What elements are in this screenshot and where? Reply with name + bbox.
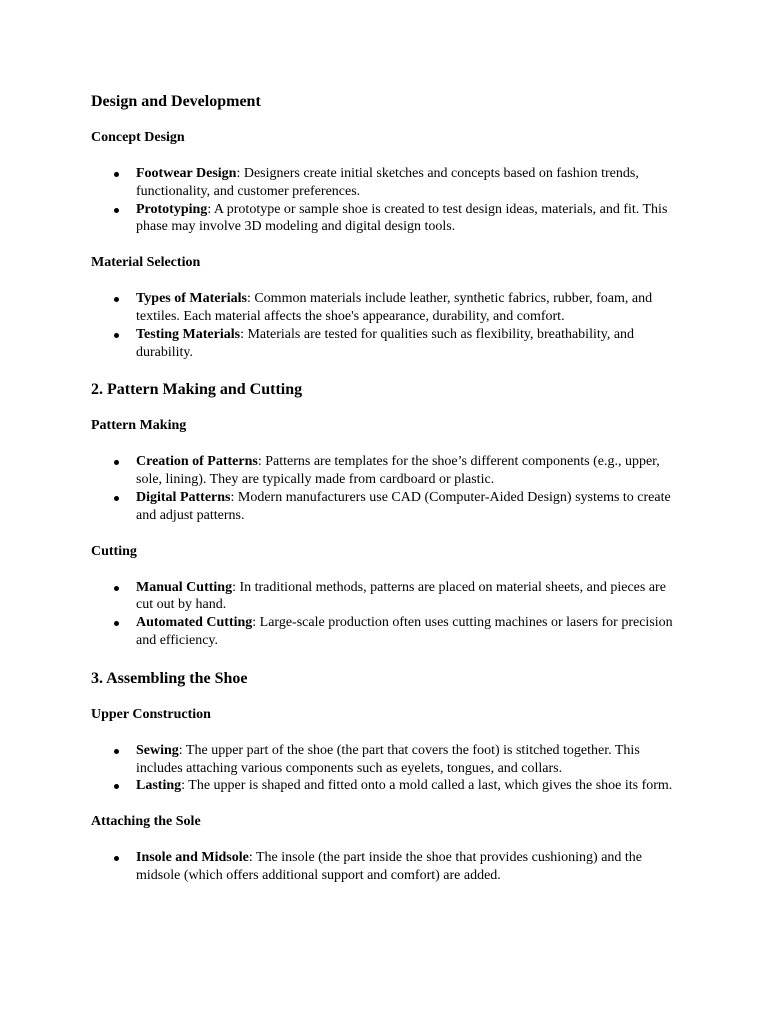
section-title: 3. Assembling the Shoe [91,669,248,687]
bullet-list [91,579,678,650]
item-text: : Large-scale production often uses cutting machines or lasers for precision and efficiency. [136,615,673,648]
section-pattern-making-and-cutting [91,379,678,649]
item-text: : A prototype or sample shoe is created to test design ideas, materials, and fit. This phase may involve 3D modeling and digital design tools. [136,201,668,235]
list-item [136,777,678,795]
item-term: Automated Cutting [136,615,253,631]
list-item [136,201,678,237]
list-item [136,614,678,650]
item-term: Manual Cutting [136,579,233,595]
subsection-title: Material Selection [91,255,201,271]
item-text: : Common materials include leather, synthetic fabrics, rubber, foam, and textiles. Each material affects the shoe's appearance, durability, and comfort. [136,291,653,324]
list-item [136,849,678,885]
section-title: Design and Development [91,93,261,110]
item-text: : Modern manufacturers use CAD (Computer-Aided Design) systems to create and adjust patterns. [136,489,671,523]
item-term: Digital Patterns [136,489,231,505]
list-item [136,165,678,201]
item-term: Types of Materials [136,291,247,307]
list-item [136,326,678,362]
list-item [136,742,678,778]
item-term: Lasting [136,778,182,794]
item-text: : Materials are tested for qualities such as flexibility, breathability, and durability. [136,326,635,360]
item-term: Insole and Midsole [136,850,249,866]
bullet-list [91,453,678,524]
item-text: : In traditional methods, patterns are placed on material sheets, and pieces are cut out by hand. [136,579,666,613]
bullet-list [91,742,678,795]
section-design-and-development [91,91,678,361]
bullet-list [91,849,678,885]
subsection-title: Upper Construction [91,706,211,722]
item-text: : Patterns are templates for the shoe’s different components (e.g., upper, sole, lining). They are typically made from cardboard or plastic. [136,454,660,488]
item-term: Footwear Design [136,166,237,181]
item-text: : The upper is shaped and fitted onto a mold called a last, which gives the shoe its form. [181,778,673,794]
list-item [136,489,678,525]
item-text: : Designers create initial sketches and concepts based on fashion trends, functionality, and customer preferences. [136,166,639,199]
item-term: Sewing [136,742,179,758]
section-assembling-the-shoe [91,668,678,885]
list-item [136,579,678,615]
item-term: Creation of Patterns [136,454,258,470]
list-item [136,290,678,326]
subsection-title: Concept Design [91,130,185,145]
bullet-list [91,290,678,361]
bullet-list [91,165,678,236]
list-item [136,453,678,489]
item-term: Testing Materials [136,326,241,342]
item-term: Prototyping [136,201,208,217]
subsection-title: Attaching the Sole [91,814,201,830]
subsection-title: Pattern Making [91,418,187,434]
item-text: : The insole (the part inside the shoe that provides cushioning) and the midsole (which offers additional support and comfort) are added. [136,850,643,883]
item-text: : The upper part of the shoe (the part that covers the foot) is stitched together. This includes attaching various components such as eyelets, tongues, and collars. [136,742,640,776]
subsection-title: Cutting [91,543,137,559]
section-title: 2. Pattern Making and Cutting [91,381,303,399]
